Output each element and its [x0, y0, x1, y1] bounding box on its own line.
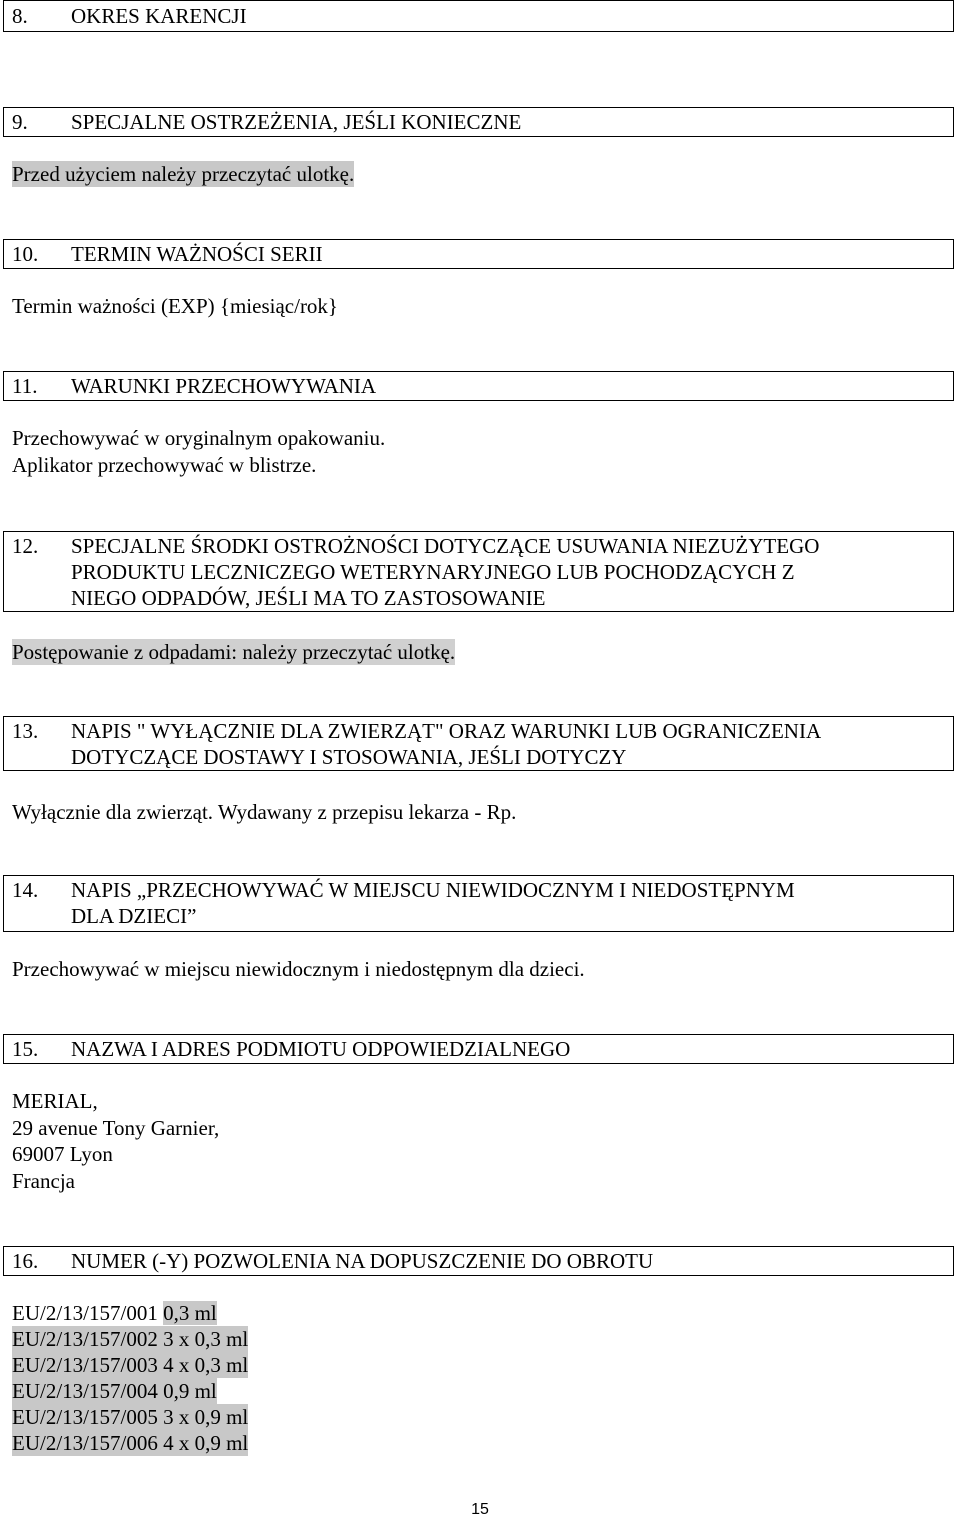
section-13-header: [3, 716, 954, 771]
section-13-body: Wyłącznie dla zwierząt. Wydawany z przepisu lekarza - Rp.: [12, 800, 517, 824]
section-11-title: WARUNKI PRZECHOWYWANIA: [71, 374, 377, 398]
section-10-header: [3, 239, 954, 269]
authorisation-pack: 3 x 0,3 ml: [163, 1327, 249, 1351]
authorisation-code: EU/2/13/157/003: [12, 1353, 158, 1377]
section-13-title-2: DOTYCZĄCE DOSTAWY I STOSOWANIA, JEŚLI DOTYCZY: [71, 745, 627, 769]
authorisation-item: [12, 1430, 248, 1456]
section-11-number: 11.: [12, 374, 38, 398]
section-9-body: Przed użyciem należy przeczytać ulotkę.: [12, 162, 355, 186]
authorisation-item: [12, 1300, 217, 1326]
section-12-title-3: NIEGO ODPADÓW, JEŚLI MA TO ZASTOSOWANIE: [71, 586, 546, 610]
section-11-body-line-2: Aplikator przechowywać w blistrze.: [12, 453, 317, 477]
section-8-header: [3, 0, 954, 32]
section-11-body-line-1: Przechowywać w oryginalnym opakowaniu.: [12, 426, 386, 450]
section-11-header: [3, 371, 954, 401]
authorisation-item: [12, 1352, 248, 1378]
authorisation-code: EU/2/13/157/005: [12, 1405, 158, 1429]
section-15-address-line-2: 29 avenue Tony Garnier,: [12, 1116, 220, 1140]
section-15-address-line-4: Francja: [12, 1169, 75, 1193]
section-9-header: [3, 107, 954, 137]
page-number: 15: [471, 1501, 489, 1518]
section-14-number: 14.: [12, 878, 39, 902]
section-8-title: OKRES KARENCJI: [71, 4, 247, 28]
section-14-body: Przechowywać w miejscu niewidocznym i niedostępnym dla dzieci.: [12, 957, 585, 981]
authorisation-code: EU/2/13/157/004: [12, 1379, 158, 1403]
authorisation-pack: 4 x 0,9 ml: [163, 1431, 249, 1455]
section-12-body: Postępowanie z odpadami: należy przeczytać ulotkę.: [12, 640, 456, 664]
section-14-title-2: DLA DZIECI”: [71, 904, 197, 928]
section-12-title-2: PRODUKTU LECZNICZEGO WETERYNARYJNEGO LUB POCHODZĄCYCH Z: [71, 560, 795, 584]
section-13-title-1: NAPIS " WYŁĄCZNIE DLA ZWIERZĄT" ORAZ WARUNKI LUB OGRANICZENIA: [71, 719, 822, 743]
section-9-number: 9.: [12, 110, 28, 134]
authorisation-pack: 0,3 ml: [163, 1301, 217, 1325]
authorisation-item: [12, 1404, 248, 1430]
authorisation-code: EU/2/13/157/002: [12, 1327, 158, 1351]
authorisation-pack: 0,9 ml: [163, 1379, 217, 1403]
section-8-number: 8.: [12, 4, 28, 28]
section-12-title-1: SPECJALNE ŚRODKI OSTROŻNOŚCI DOTYCZĄCE USUWANIA NIEZUŻYTEGO: [71, 534, 820, 558]
authorisation-item: [12, 1326, 248, 1352]
authorisation-code: EU/2/13/157/006: [12, 1431, 158, 1455]
section-13-number: 13.: [12, 719, 39, 743]
section-15-header: [3, 1034, 954, 1064]
section-16-title: NUMER (-Y) POZWOLENIA NA DOPUSZCZENIE DO OBROTU: [71, 1249, 654, 1273]
section-12-header: [3, 531, 954, 612]
authorisation-pack: 3 x 0,9 ml: [163, 1405, 249, 1429]
section-9-title: SPECJALNE OSTRZEŻENIA, JEŚLI KONIECZNE: [71, 110, 522, 134]
section-15-number: 15.: [12, 1037, 39, 1061]
section-10-number: 10.: [12, 242, 39, 266]
authorisation-code: EU/2/13/157/001: [12, 1301, 158, 1325]
section-14-header: [3, 875, 954, 932]
section-14-title-1: NAPIS „PRZECHOWYWAĆ W MIEJSCU NIEWIDOCZNYM I NIEDOSTĘPNYM: [71, 878, 795, 902]
authorisation-item: [12, 1378, 217, 1404]
section-15-address-line-1: MERIAL,: [12, 1089, 98, 1113]
section-16-header: [3, 1246, 954, 1276]
section-10-body: Termin ważności (EXP) {miesiąc/rok}: [12, 294, 339, 318]
section-16-number: 16.: [12, 1249, 39, 1273]
section-15-address-line-3: 69007 Lyon: [12, 1142, 113, 1166]
section-12-number: 12.: [12, 534, 39, 558]
section-15-title: NAZWA I ADRES PODMIOTU ODPOWIEDZIALNEGO: [71, 1037, 571, 1061]
authorisation-pack: 4 x 0,3 ml: [163, 1353, 249, 1377]
section-10-title: TERMIN WAŻNOŚCI SERII: [71, 242, 323, 266]
